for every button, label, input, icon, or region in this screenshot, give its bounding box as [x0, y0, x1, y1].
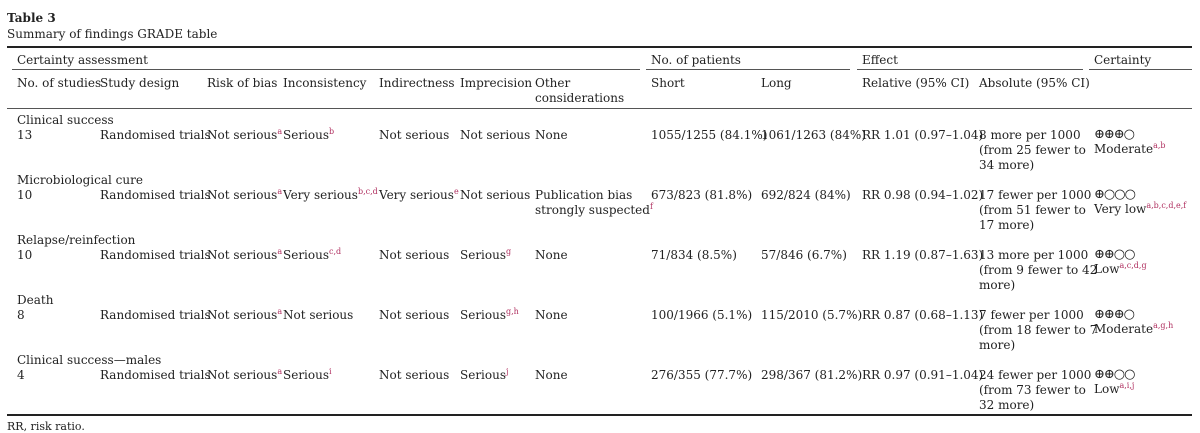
cell-studies-text: 4: [17, 368, 25, 382]
cell-absolute-line: [979, 158, 1034, 173]
cell-inconsistency-footnote-ref: b: [329, 127, 335, 136]
cell-indirectness: [379, 368, 449, 383]
cell-risk-of-bias-footnote-ref: a: [277, 127, 283, 136]
certainty-symbols-text: ⊕⊕⊕○: [1094, 307, 1135, 322]
cell-other-line2: [535, 203, 653, 218]
cell-design: [100, 368, 211, 383]
col-header-risk-of-bias: Risk of bias: [207, 76, 278, 90]
cell-imprecision: [460, 188, 530, 203]
cell-absolute-line: [979, 128, 1081, 143]
col-header-indirectness: Indirectness: [379, 76, 455, 90]
cell-studies-text: 10: [17, 188, 33, 202]
cell-absolute-line-text: more): [979, 278, 1016, 292]
cell-absolute-line-text: 32 more): [979, 398, 1035, 412]
cell-absolute-line: [979, 203, 1086, 218]
certainty-symbols-text: ⊕⊕⊕○: [1094, 127, 1135, 142]
cell-absolute-line: [979, 218, 1034, 233]
cell-absolute-line-text: 13 more per 1000: [979, 248, 1089, 262]
cell-certainty-text: Low: [1094, 262, 1120, 276]
cell-relative: [862, 308, 983, 323]
cell-certainty: [1094, 142, 1166, 157]
cell-studies-text: 10: [17, 248, 33, 262]
table-subtitle: Summary of findings GRADE table: [7, 27, 218, 41]
outcome-label-text: Microbiological cure: [17, 173, 143, 187]
cell-other-text: None: [535, 128, 568, 142]
cell-design: [100, 188, 211, 203]
certainty-symbols-text: ⊕⊕○○: [1094, 367, 1135, 382]
cell-certainty-footnote-ref: a,g,h: [1153, 321, 1174, 330]
cell-certainty-text: Very low: [1094, 202, 1147, 216]
cell-studies: [17, 308, 25, 323]
cell-risk-of-bias-text: Not serious: [207, 248, 278, 262]
cell-design: [100, 248, 211, 263]
cell-imprecision-text: Not serious: [460, 128, 531, 142]
cell-relative: [862, 188, 983, 203]
cell-absolute-line: [979, 338, 1015, 353]
cell-other-text: None: [535, 308, 568, 322]
cell-long-text: 692/824 (84%): [761, 188, 851, 202]
cell-inconsistency: [283, 308, 353, 323]
cell-risk-of-bias-text: Not serious: [207, 188, 278, 202]
cell-absolute-line: [979, 263, 1097, 278]
cell-absolute-line-text: (from 51 fewer to: [979, 203, 1086, 217]
cell-risk-of-bias-text: Not serious: [207, 128, 278, 142]
cell-studies: [17, 128, 32, 143]
outcome-label: [17, 173, 143, 188]
cell-imprecision: [460, 248, 511, 263]
cell-risk-of-bias-text: Not serious: [207, 368, 278, 382]
cell-absolute-line-text: 17 fewer per 1000: [979, 188, 1092, 202]
col-header-studies: No. of studies: [17, 76, 102, 90]
cell-short-text: 673/823 (81.8%): [651, 188, 753, 202]
cell-imprecision-text: Serious: [460, 308, 507, 322]
cell-imprecision: [460, 368, 509, 383]
col-header-relative: Relative (95% CI): [862, 76, 970, 90]
cell-indirectness-text: Not serious: [379, 368, 450, 382]
cell-inconsistency-text: Serious: [283, 128, 330, 142]
cell-relative-text: RR 1.01 (0.97–1.04): [862, 128, 984, 142]
cell-certainty-footnote-ref: a,b: [1153, 141, 1166, 150]
cell-absolute-line-text: (from 9 fewer to 42: [979, 263, 1098, 277]
cell-inconsistency-text: Serious: [283, 248, 330, 262]
cell-studies-text: 8: [17, 308, 25, 322]
cell-certainty: [1094, 382, 1134, 397]
cell-risk-of-bias: [207, 248, 282, 263]
header-rule: [7, 108, 1192, 109]
cell-absolute-line: [979, 383, 1086, 398]
cell-absolute-line-text: 24 fewer per 1000: [979, 368, 1092, 382]
certainty-symbols-text: ⊕○○○: [1094, 187, 1135, 202]
cell-indirectness-text: Not serious: [379, 308, 450, 322]
cell-absolute-line: [979, 323, 1097, 338]
cell-other: [535, 248, 568, 263]
bottom-rule: [7, 414, 1192, 416]
cell-design-text: Randomised trials: [100, 248, 211, 262]
cell-relative-text: RR 0.87 (0.68–1.13): [862, 308, 984, 322]
cell-imprecision-text: Not serious: [460, 188, 531, 202]
cell-design-text: Randomised trials: [100, 368, 211, 382]
cell-indirectness: [379, 308, 449, 323]
cell-long-text: 298/367 (81.2%): [761, 368, 863, 382]
cell-indirectness-text: Not serious: [379, 248, 450, 262]
cell-absolute-line-text: (from 25 fewer to: [979, 143, 1086, 157]
cell-studies: [17, 248, 32, 263]
col-header-other-line2: considerations: [535, 91, 625, 105]
cell-short-text: 276/355 (77.7%): [651, 368, 753, 382]
cell-short-text: 71/834 (8.5%): [651, 248, 737, 262]
cell-long: [761, 368, 862, 383]
cell-short: [651, 188, 752, 203]
cell-indirectness: [379, 248, 449, 263]
cell-imprecision: [460, 128, 530, 143]
cell-inconsistency-footnote-ref: i: [329, 367, 332, 376]
cell-indirectness-text: Not serious: [379, 128, 450, 142]
cell-short-text: 1055/1255 (84.1%): [651, 128, 768, 142]
cell-other-text: None: [535, 248, 568, 262]
cell-other-line2-footnote-ref: f: [649, 202, 653, 211]
cell-relative: [862, 368, 983, 383]
cell-long-text: 1061/1263 (84%): [761, 128, 866, 142]
cell-absolute-line: [979, 188, 1091, 203]
cell-risk-of-bias: [207, 308, 282, 323]
cell-other: [535, 368, 568, 383]
cell-relative-text: RR 0.98 (0.94–1.02): [862, 188, 984, 202]
cell-imprecision-footnote-ref: g: [506, 247, 512, 256]
certainty-symbols: [1094, 367, 1134, 382]
col-header-long: Long: [761, 76, 792, 90]
cell-long: [761, 248, 847, 263]
cell-risk-of-bias-footnote-ref: a: [277, 367, 283, 376]
cell-absolute-line-text: (from 18 fewer to 7: [979, 323, 1098, 337]
cell-risk-of-bias-footnote-ref: a: [277, 187, 283, 196]
outcome-label-text: Death: [17, 293, 54, 307]
cell-certainty: [1094, 322, 1173, 337]
cell-risk-of-bias: [207, 368, 282, 383]
outcome-label-text: Clinical success—males: [17, 353, 162, 367]
cell-inconsistency-text: Very serious: [283, 188, 358, 202]
group-rule-certainty-assessment: [12, 69, 640, 70]
cell-absolute-line-text: 17 more): [979, 218, 1035, 232]
col-header-imprecision: Imprecision: [460, 76, 533, 90]
cell-certainty-text: Moderate: [1094, 142, 1154, 156]
cell-indirectness-text: Very serious: [379, 188, 454, 202]
cell-absolute-line-text: 7 fewer per 1000: [979, 308, 1084, 322]
outcome-label-text: Relapse/reinfection: [17, 233, 136, 247]
cell-certainty: [1094, 202, 1186, 217]
group-rule-patients: [646, 69, 850, 70]
outcome-label: [17, 293, 53, 308]
cell-risk-of-bias: [207, 128, 282, 143]
col-header-other: Other: [535, 76, 571, 90]
cell-certainty-text: Low: [1094, 382, 1120, 396]
cell-inconsistency: [283, 368, 332, 383]
top-rule: [7, 46, 1192, 48]
group-no-of-patients: No. of patients: [651, 53, 741, 67]
cell-risk-of-bias-footnote-ref: a: [277, 247, 283, 256]
col-header-short: Short: [651, 76, 685, 90]
outcome-label-text: Clinical success: [17, 113, 114, 127]
cell-short: [651, 368, 752, 383]
cell-certainty: [1094, 262, 1147, 277]
cell-short: [651, 308, 752, 323]
cell-imprecision-text: Serious: [460, 248, 507, 262]
cell-indirectness: [379, 188, 459, 203]
cell-short: [651, 248, 737, 263]
outcome-label: [17, 233, 135, 248]
cell-absolute-line-text: (from 73 fewer to: [979, 383, 1086, 397]
cell-indirectness-footnote-ref: e: [453, 187, 459, 196]
cell-imprecision-footnote-ref: j: [506, 367, 509, 376]
cell-absolute-line-text: 34 more): [979, 158, 1035, 172]
cell-certainty-footnote-ref: a,i,j: [1119, 381, 1135, 390]
cell-relative-text: RR 0.97 (0.91–1.04): [862, 368, 984, 382]
col-header-absolute: Absolute (95% CI): [979, 76, 1090, 90]
cell-indirectness: [379, 128, 449, 143]
outcome-label: [17, 113, 114, 128]
outcome-label: [17, 353, 161, 368]
cell-absolute-line: [979, 248, 1088, 263]
certainty-symbols: [1094, 307, 1134, 322]
cell-absolute-line-text: 8 more per 1000: [979, 128, 1081, 142]
cell-long-text: 57/846 (6.7%): [761, 248, 847, 262]
cell-imprecision: [460, 308, 519, 323]
cell-imprecision-text: Serious: [460, 368, 507, 382]
group-rule-effect: [857, 69, 1083, 70]
cell-other: [535, 188, 632, 203]
group-effect: Effect: [862, 53, 898, 67]
cell-inconsistency-text: Not serious: [283, 308, 354, 322]
cell-inconsistency-text: Serious: [283, 368, 330, 382]
certainty-symbols-text: ⊕⊕○○: [1094, 247, 1135, 262]
cell-short: [651, 128, 767, 143]
cell-design: [100, 128, 211, 143]
cell-short-text: 100/1966 (5.1%): [651, 308, 753, 322]
cell-studies: [17, 188, 32, 203]
cell-other-text: None: [535, 368, 568, 382]
cell-long: [761, 308, 862, 323]
cell-relative: [862, 128, 983, 143]
cell-absolute-line: [979, 278, 1015, 293]
cell-inconsistency-footnote-ref: b,c,d: [357, 187, 378, 196]
cell-long-text: 115/2010 (5.7%): [761, 308, 863, 322]
certainty-symbols: [1094, 247, 1134, 262]
cell-risk-of-bias-footnote-ref: a: [277, 307, 283, 316]
group-certainty-assessment: Certainty assessment: [17, 53, 148, 67]
cell-other-text: Publication bias: [535, 188, 633, 202]
cell-risk-of-bias-text: Not serious: [207, 308, 278, 322]
cell-absolute-line: [979, 143, 1086, 158]
cell-inconsistency: [283, 128, 334, 143]
col-header-inconsistency: Inconsistency: [283, 76, 367, 90]
cell-certainty-footnote-ref: a,c,d,g: [1119, 261, 1147, 270]
cell-imprecision-footnote-ref: g,h: [506, 307, 519, 316]
cell-inconsistency: [283, 188, 378, 203]
cell-long: [761, 128, 866, 143]
certainty-symbols: [1094, 187, 1135, 202]
cell-design-text: Randomised trials: [100, 188, 211, 202]
cell-other-line2-text: strongly suspected: [535, 203, 650, 217]
group-rule-certainty: [1089, 69, 1192, 70]
cell-design: [100, 308, 211, 323]
cell-studies: [17, 368, 25, 383]
cell-absolute-line-text: more): [979, 338, 1016, 352]
cell-risk-of-bias: [207, 188, 282, 203]
cell-certainty-text: Moderate: [1094, 322, 1154, 336]
cell-relative: [862, 248, 983, 263]
cell-relative-text: RR 1.19 (0.87–1.63): [862, 248, 984, 262]
group-certainty: Certainty: [1094, 53, 1152, 67]
cell-inconsistency-footnote-ref: c,d: [329, 247, 342, 256]
cell-design-text: Randomised trials: [100, 308, 211, 322]
cell-studies-text: 13: [17, 128, 33, 142]
table-footnote: RR, risk ratio.: [7, 420, 85, 433]
cell-other: [535, 308, 568, 323]
cell-design-text: Randomised trials: [100, 128, 211, 142]
cell-certainty-footnote-ref: a,b,c,d,e,f: [1146, 201, 1187, 210]
cell-other: [535, 128, 568, 143]
col-header-design: Study design: [100, 76, 180, 90]
certainty-symbols: [1094, 127, 1134, 142]
cell-inconsistency: [283, 248, 341, 263]
table-title: Table 3: [7, 11, 56, 25]
cell-long: [761, 188, 851, 203]
cell-absolute-line: [979, 368, 1091, 383]
cell-absolute-line: [979, 398, 1034, 413]
cell-absolute-line: [979, 308, 1084, 323]
